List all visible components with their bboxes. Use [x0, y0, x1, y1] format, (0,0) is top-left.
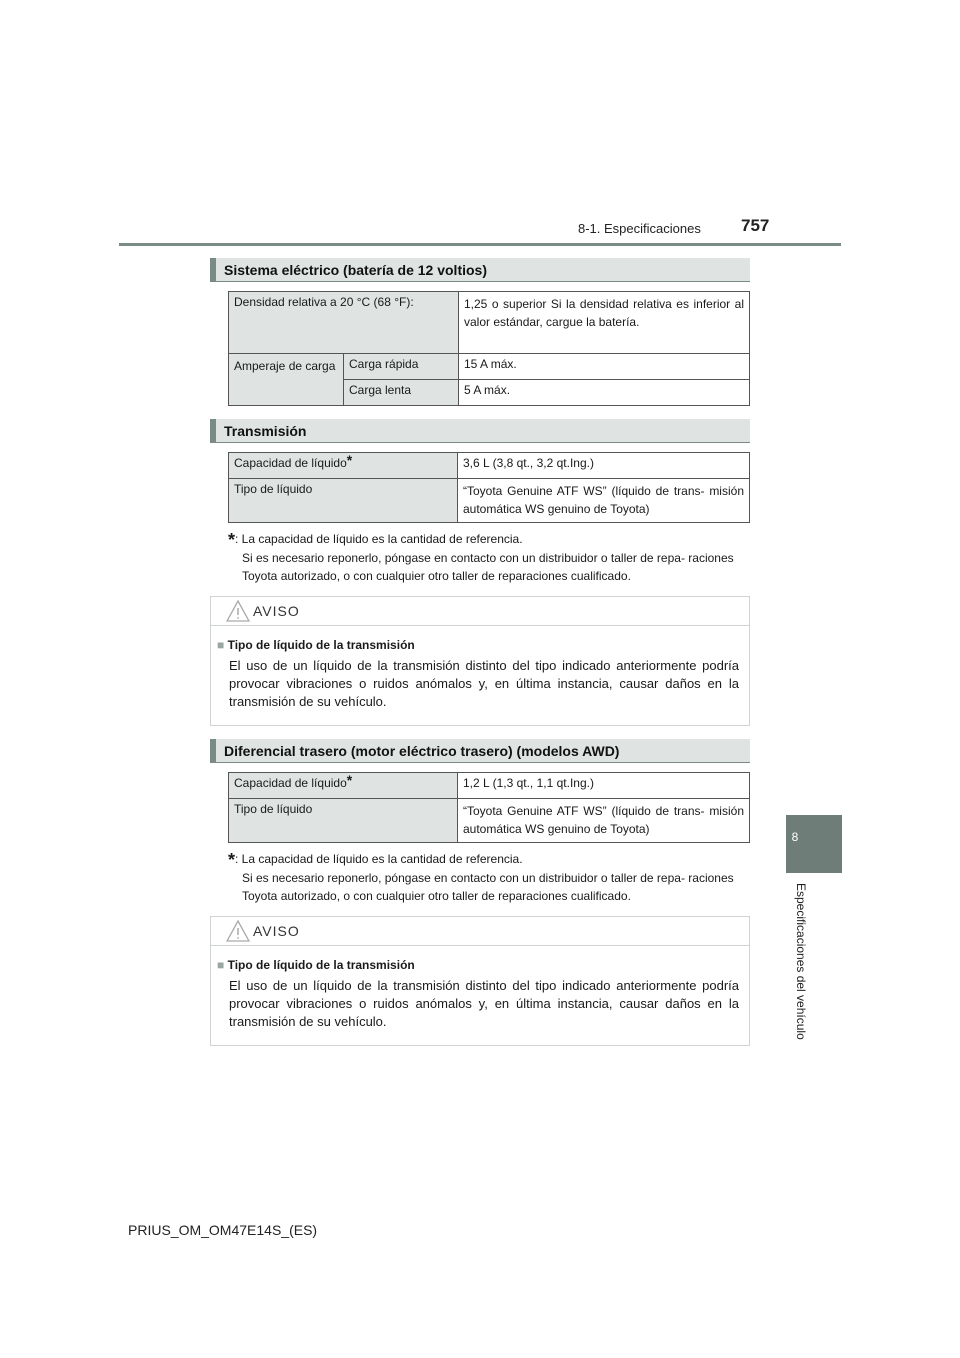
- fast-charge-label: Carga rápida: [344, 354, 459, 380]
- warning-title: AVISO: [253, 923, 300, 939]
- chapter-tab-number: 8: [791, 830, 799, 844]
- transmission-spec-table: [228, 452, 750, 523]
- transmission-capacity-label: Capacidad de líquido*: [229, 453, 458, 479]
- transmission-fluid-type-value: “Toyota Genuine ATF WS” (líquido de trans- misión automática WS genuino de Toyota): [458, 479, 750, 523]
- differential-capacity-value: 1,2 L (1,3 qt., 1,1 qt.Ing.): [458, 773, 750, 799]
- differential-spec-table: [228, 772, 750, 843]
- fast-charge-value: 15 A máx.: [459, 354, 750, 380]
- square-bullet-icon: ■: [217, 638, 225, 652]
- warning-text: El uso de un líquido de la transmisión distinto del tipo indicado anteriormente podría provocar vibraciones o ruidos anómalos y, en última instancia, causar daños en la transmisión de su vehículo.: [229, 658, 739, 709]
- transmission-section-heading: Transmisión: [210, 419, 750, 443]
- amperage-label: Amperaje de carga: [229, 354, 344, 406]
- warning-subtitle: ■ Tipo de líquido de la transmisión: [217, 958, 415, 972]
- chapter-tab-label: Especificaciones del vehículo: [794, 883, 808, 1040]
- transmission-footnote: *: La capacidad de líquido es la cantidad de referencia. Si es necesario reponerlo, póngase en contacto con un distribuidor o taller de repa- raciones Toyota autorizado, o con cualquier otro taller de reparaciones cualificado.: [228, 530, 734, 583]
- square-bullet-icon: ■: [217, 958, 225, 972]
- differential-section-heading: Diferencial trasero (motor eléctrico trasero) (modelos AWD): [210, 739, 750, 763]
- electrical-section-heading: Sistema eléctrico (batería de 12 voltios): [210, 258, 750, 282]
- transmission-capacity-value: 3,6 L (3,8 qt., 3,2 qt.Ing.): [458, 453, 750, 479]
- density-value: 1,25 o superior Si la densidad relativa es inferior al valor estándar, cargue la batería.: [459, 292, 750, 354]
- warning-triangle-icon: [226, 600, 250, 627]
- header-section-title: 8-1. Especificaciones: [578, 221, 701, 236]
- warning-triangle-icon: [226, 920, 250, 947]
- density-label: Densidad relativa a 20 °C (68 °F):: [229, 292, 459, 354]
- warning-box-differential: [210, 916, 750, 1046]
- differential-fluid-type-value: “Toyota Genuine ATF WS” (líquido de trans- misión automática WS genuino de Toyota): [458, 799, 750, 843]
- chapter-tab: [786, 815, 842, 873]
- differential-capacity-label: Capacidad de líquido*: [229, 773, 458, 799]
- slow-charge-label: Carga lenta: [344, 380, 459, 406]
- warning-text: El uso de un líquido de la transmisión distinto del tipo indicado anteriormente podría provocar vibraciones o ruidos anómalos y, en última instancia, causar daños en la transmisión de su vehículo.: [229, 978, 739, 1029]
- warning-box-transmission: [210, 596, 750, 726]
- slow-charge-value: 5 A máx.: [459, 380, 750, 406]
- differential-footnote: *: La capacidad de líquido es la cantidad de referencia. Si es necesario reponerlo, póngase en contacto con un distribuidor o taller de repa- raciones Toyota autorizado, o con cualquier otro taller de reparaciones cualificado.: [228, 850, 734, 903]
- warning-title: AVISO: [253, 603, 300, 619]
- header-divider: [119, 243, 841, 246]
- electrical-spec-table: [228, 291, 750, 406]
- warning-subtitle: ■ Tipo de líquido de la transmisión: [217, 638, 415, 652]
- page-number: 757: [741, 216, 770, 235]
- transmission-fluid-type-label: Tipo de líquido: [229, 479, 458, 523]
- document-code: PRIUS_OM_OM47E14S_(ES): [128, 1222, 318, 1238]
- differential-fluid-type-label: Tipo de líquido: [229, 799, 458, 843]
